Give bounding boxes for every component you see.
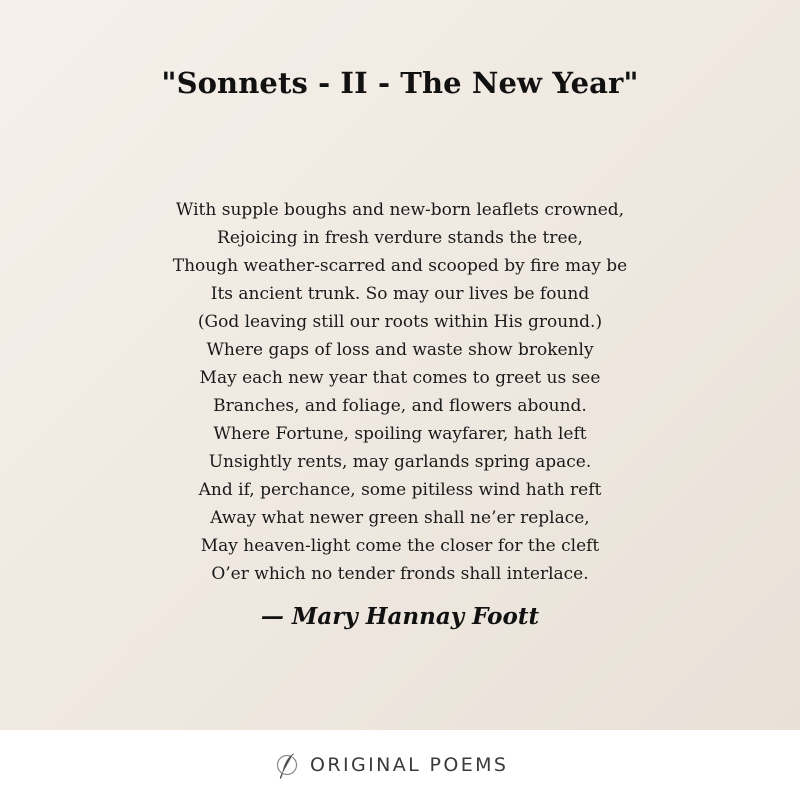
poem-line: (God leaving still our roots within His ground.) — [197, 312, 603, 332]
brand-name: ORIGINAL POEMS — [310, 754, 509, 776]
poem-line: Unsightly rents, may garlands spring apace. — [208, 452, 592, 472]
poem-title: "Sonnets - II - The New Year" — [161, 66, 639, 100]
poem-line: Though weather-scarred and scooped by fire may be — [172, 256, 628, 276]
poem-author: — Mary Hannay Foott — [260, 603, 540, 630]
poem-line: Away what newer green shall ne’er replace, — [210, 508, 590, 528]
poem-line: And if, perchance, some pitiless wind hath reft — [198, 480, 602, 500]
poem-line: May each new year that comes to greet us see — [199, 368, 601, 388]
poem-line: Its ancient trunk. So may our lives be found — [210, 284, 590, 304]
poem-line: O’er which no tender fronds shall interlace. — [211, 564, 589, 584]
poem-line: With supple boughs and new-born leaflets crowned, — [175, 200, 625, 220]
poem-line: Branches, and foliage, and flowers abound. — [213, 396, 587, 416]
footer-bar — [0, 730, 800, 800]
poem-line: Where Fortune, spoiling wayfarer, hath left — [213, 424, 587, 444]
poem-line: Where gaps of loss and waste show brokenly — [206, 340, 594, 360]
quill-icon — [276, 750, 300, 780]
poem-line: Rejoicing in fresh verdure stands the tree, — [217, 228, 583, 248]
poem-body — [0, 196, 800, 588]
poem-line: May heaven-light come the closer for the cleft — [200, 536, 600, 556]
brand-logo[interactable] — [276, 750, 508, 780]
